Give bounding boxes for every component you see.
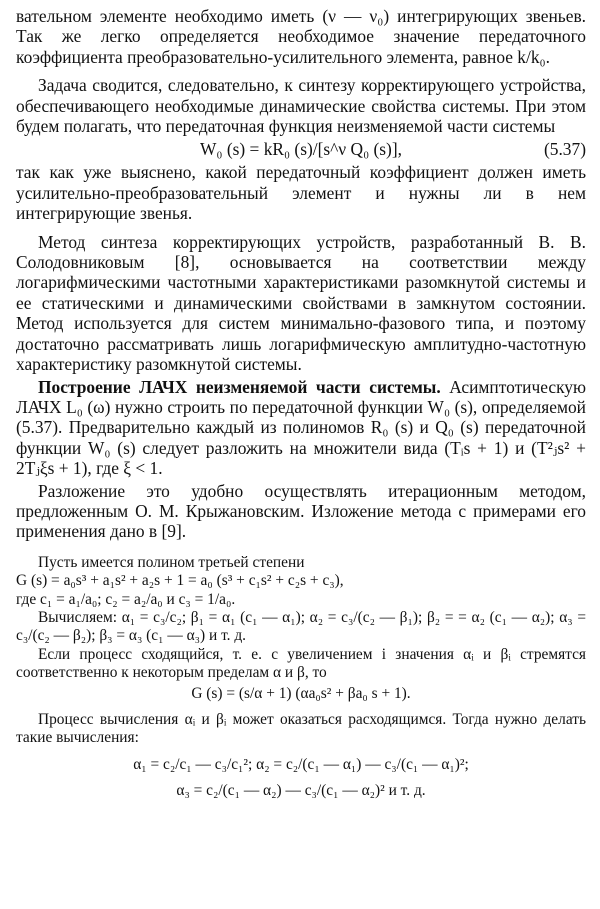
- alpha-equation-2: α₃ = c₂/(c₁ — α₂) — c₃/(c₁ — α₂)² и т. д.: [176, 782, 426, 800]
- factorization-equation: G (s) = (s/α + 1) (αa₀s² + βa₀ s + 1).: [191, 684, 411, 702]
- equation-5-37-number: (5.37): [543, 139, 586, 160]
- equation-5-37: [16, 138, 586, 160]
- paragraph-2: Задача сводится, следовательно, к синтезу корректирующего устройства, обеспечивающего необходимые динамические свойства системы. При этом будем полагать, что передаточная функция неизменяемой части системы: [16, 75, 586, 137]
- paragraph-6: Разложение это удобно осуществлять итерационным методом, предложенным О. М. Крыжановским. Изложение метода с примерами его применения дано в [9].: [16, 480, 586, 542]
- small-paragraph-5: Процесс вычисления αᵢ и βᵢ может оказаться расходящимся. Тогда нужно делать такие вычисления:: [16, 711, 586, 747]
- small-paragraph-2: где c₁ = a₁/a₀; c₂ = a₂/a₀ и c₃ = 1/a₀.: [16, 590, 236, 608]
- alpha-equation-1: α₁ = c₂/c₁ — c₃/c₁²; α₂ = c₂/(c₁ — α₁) — c₃/(c₁ — α₁)²;: [133, 755, 469, 773]
- paragraph-4: Метод синтеза корректирующих устройств, разработанный В. В. Солодовниковым [8], основывается на соответствии между логарифмическими частотными характеристиками разомкнутой системы и ее статическими и динамическими свойствами в замкнутом состоянии. Метод используется для систем минимально-фазового типа, и поэтому достаточно рассматривать лишь логарифмическую амплитудно-частотную характеристику разомкнутой системы.: [16, 231, 586, 375]
- section-heading: Построение ЛАЧХ неизменяемой части системы.: [38, 376, 441, 397]
- paragraph-5-body: Асимптотическую ЛАЧХ L₀ (ω) нужно строить по передаточной функции W₀ (s), определяемой (5.37). Предварительно каждый из полиномов R₀ (s) и Q₀ (s) передаточной функции W₀ (s) следует разложить на множители вида (Tᵢs + 1) и (T²ⱼs² + 2Tⱼξs + 1), где ξ < 1.: [16, 376, 586, 479]
- small-paragraph-1: Пусть имеется полином третьей степени: [38, 553, 305, 571]
- paragraph-1: вательном элементе необходимо иметь (ν — ν₀) интегрирующих звеньев. Так же легко определяется необходимое значение передаточного коэффициента преобразовательно-усилительного элемента, равное k/k₀.: [16, 6, 586, 67]
- equation-5-37-body: W₀ (s) = kR₀ (s)/[s^ν Q₀ (s)],: [200, 139, 402, 160]
- polynomial-equation: G (s) = a₀s³ + a₁s² + a₂s + 1 = a₀ (s³ + c₁s² + c₂s + c₃),: [16, 572, 344, 590]
- small-paragraph-3: Вычисляем: α₁ = c₃/c₂; β₁ = α₁ (c₁ — α₁); α₂ = c₃/(c₂ — β₁); β₂ = = α₂ (c₁ — α₂); α₃ = c₃/(c₂ — β₂); β₃ = α₃ (c₁ — α₃) и т. д.: [16, 608, 586, 645]
- small-paragraph-4: Если процесс сходящийся, т. е. с увеличением i значения αᵢ и βᵢ стремятся соответственно к некоторым пределам α и β, то: [16, 645, 586, 682]
- paragraph-3: так как уже выяснено, какой передаточный коэффициент должен иметь усилительно-преобразовательный элемент и нужны ли в нем интегрирующие звенья.: [16, 162, 586, 224]
- paragraph-5: [16, 377, 586, 479]
